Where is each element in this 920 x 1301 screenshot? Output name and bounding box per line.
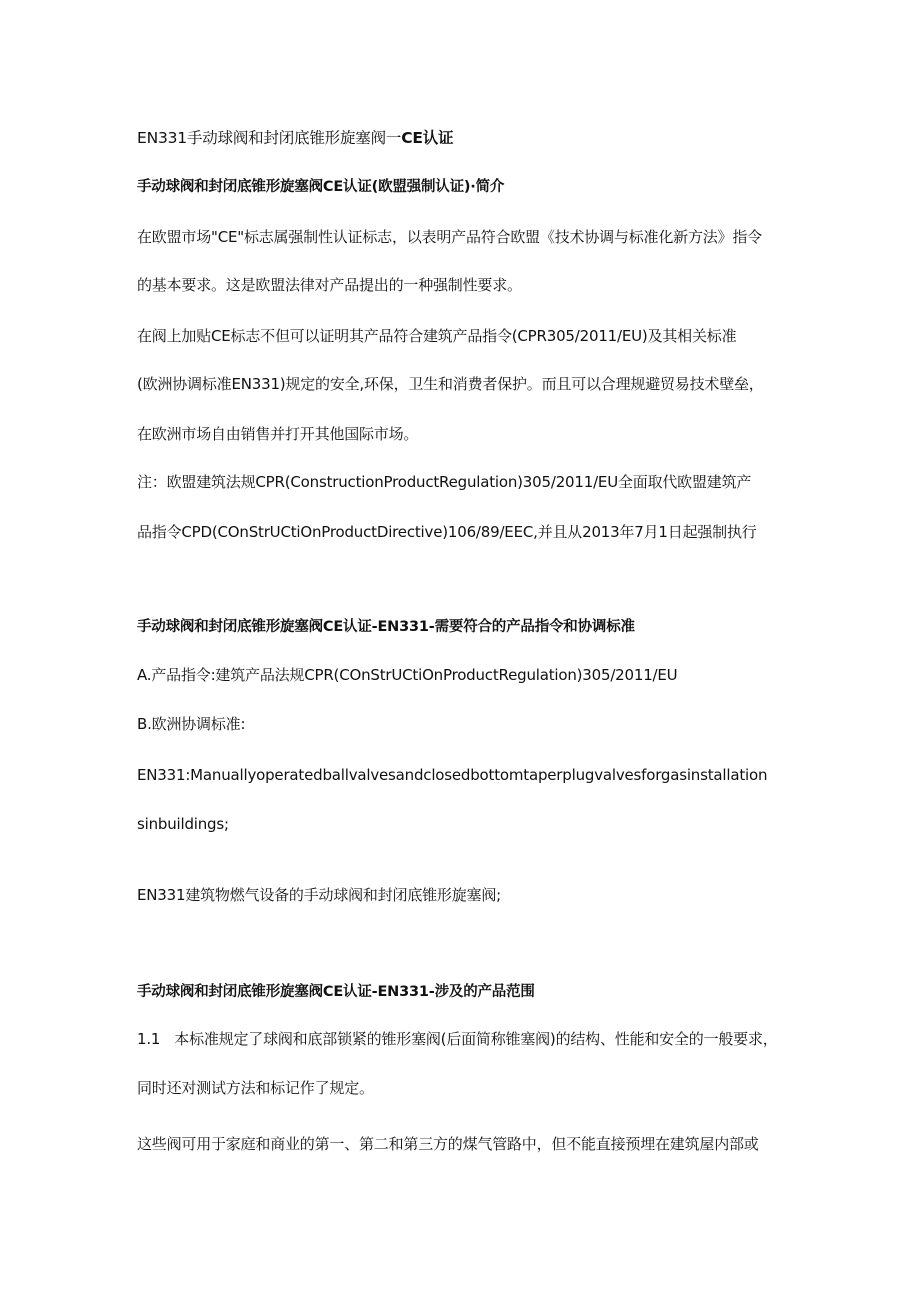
paragraph-line: 在阀上加贴CE标志不但可以证明其产品符合建筑产品指令(CPR305/2011/EU)及其相关标准 <box>137 327 737 345</box>
paragraph-line: 的基本要求。这是欧盟法律对产品提出的一种强制性要求。 <box>137 276 522 294</box>
clause-text: 本标准规定了球阀和底部锁紧的锥形塞阀(后面简称锥塞阀)的结构、性能和安全的一般要求， <box>174 1030 778 1048</box>
section-heading-standards: 手动球阀和封闭底锥形旋塞阀CE认证-EN331-需要符合的产品指令和协调标准 <box>137 619 635 635</box>
document-title <box>137 128 453 148</box>
section-heading-intro: 手动球阀和封闭底锥形旋塞阀CE认证(欧盟强制认证)·简介 <box>137 179 505 195</box>
section-heading-scope: 手动球阀和封闭底锥形旋塞阀CE认证-EN331-涉及的产品范围 <box>137 984 535 1000</box>
paragraph-line: 这些阀可用于家庭和商业的第一、第二和第三方的煤气管路中，但不能直接预埋在建筑屋内部或 <box>137 1135 759 1153</box>
paragraph-line: A.产品指令:建筑产品法规CPR(COnStrUCtiOnProductRegulation)305/2011/EU <box>137 666 678 684</box>
clause-number: 1.1 <box>137 1030 161 1048</box>
paragraph-line: 在欧盟市场"CE"标志属强制性认证标志，以表明产品符合欧盟《技术协调与标准化新方法》指令 <box>137 228 762 246</box>
paragraph-line: B.欧洲协调标准: <box>137 715 246 733</box>
document-title-prefix: EN331手动球阀和封闭底锥形旋塞阀一 <box>137 129 402 147</box>
document-title-suffix: CE认证 <box>401 129 454 147</box>
paragraph-line: 品指令CPD(COnStrUCtiOnProductDirective)106/89/EEC,并且从2013年7月1日起强制执行 <box>137 523 757 541</box>
paragraph-line: sinbuildings; <box>137 815 229 833</box>
paragraph-line: 在欧洲市场自由销售并打开其他国际市场。 <box>137 425 419 443</box>
paragraph-line: EN331:Manuallyoperatedballvalvesandclosedbottomtaperplugvalvesforgasinstallation <box>137 766 768 784</box>
paragraph-line: 同时还对测试方法和标记作了规定。 <box>137 1079 374 1097</box>
paragraph-line: (欧洲协调标准EN331)规定的安全,环保，卫生和消费者保护。而且可以合理规避贸易技术壁垒， <box>137 375 764 393</box>
paragraph-line: 注：欧盟建筑法规CPR(ConstructionProductRegulation)305/2011/EU全面取代欧盟建筑产 <box>137 473 752 491</box>
clause-line <box>137 1029 778 1049</box>
paragraph-line: EN331建筑物燃气设备的手动球阀和封闭底锥形旋塞阀; <box>137 886 501 904</box>
